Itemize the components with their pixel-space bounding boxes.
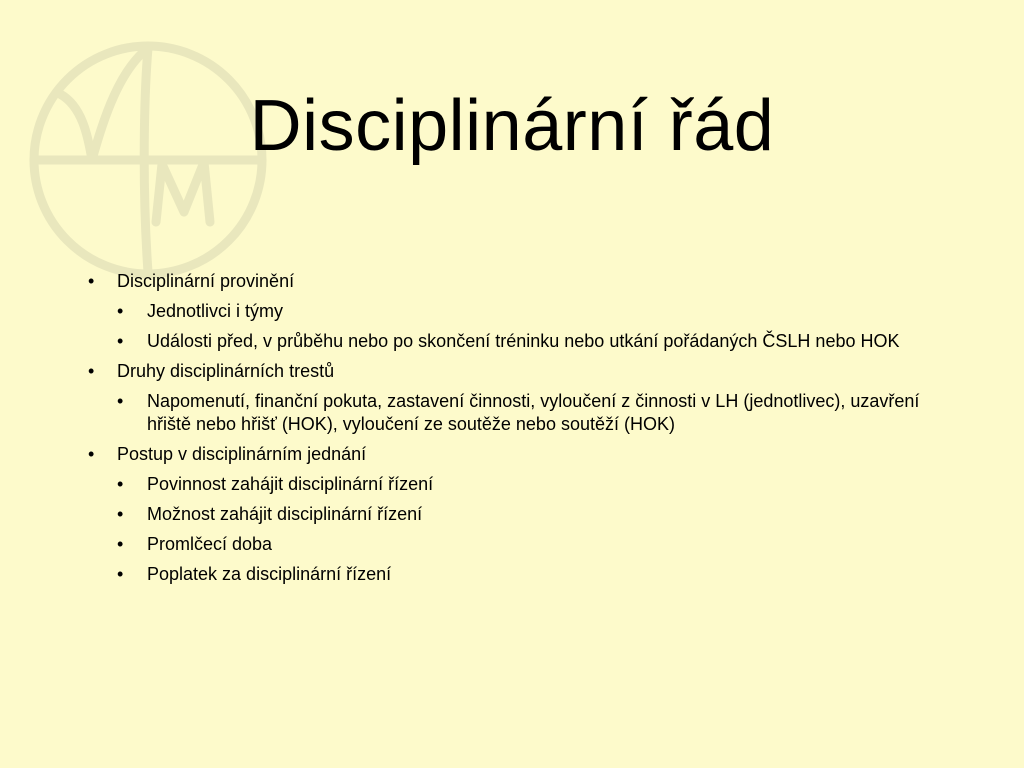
list-item-label: Promlčecí doba — [147, 534, 273, 554]
list-item — [88, 360, 958, 436]
list-item — [117, 390, 958, 436]
bullet-icon: • — [117, 301, 124, 321]
bullet-icon: • — [117, 564, 124, 584]
list-item — [117, 300, 958, 323]
bullet-icon: • — [88, 361, 95, 381]
list-item-label: Události před, v průběhu nebo po skončení tréninku nebo utkání pořádaných ČSLH nebo HOK — [147, 331, 900, 351]
bullet-icon: • — [117, 504, 124, 524]
list-item-label: Postup v disciplinárním jednání — [117, 444, 367, 464]
list-item-label: Druhy disciplinárních trestů — [117, 361, 335, 381]
bullet-icon: • — [117, 474, 124, 494]
list-item — [117, 473, 958, 496]
bullet-icon: • — [88, 271, 95, 291]
list-item-label: Povinnost zahájit disciplinární řízení — [147, 474, 434, 494]
bullet-icon: • — [117, 534, 124, 554]
list-item-label: Možnost zahájit disciplinární řízení — [147, 504, 423, 524]
bullet-icon: • — [117, 391, 124, 411]
list-item — [117, 563, 958, 586]
slide-title: Disciplinární řád — [249, 86, 775, 166]
bullet-icon: • — [117, 331, 124, 351]
list-item-label: Poplatek za disciplinární řízení — [147, 564, 392, 584]
bullet-list — [88, 270, 958, 593]
list-item — [117, 503, 958, 526]
list-item-label: Napomenutí, finanční pokuta, zastavení činnosti, vyloučení z činnosti v LH (jednotlivec), uzavření hřiště nebo hřišť (HOK), vyloučení ze soutěže nebo soutěží (HOK) — [147, 391, 920, 434]
list-item — [117, 330, 958, 353]
list-item-label: Jednotlivci i týmy — [147, 301, 284, 321]
bullet-icon: • — [88, 444, 95, 464]
list-item — [117, 533, 958, 556]
list-item — [88, 443, 958, 586]
list-item-label: Disciplinární provinění — [117, 271, 295, 291]
list-item — [88, 270, 958, 353]
